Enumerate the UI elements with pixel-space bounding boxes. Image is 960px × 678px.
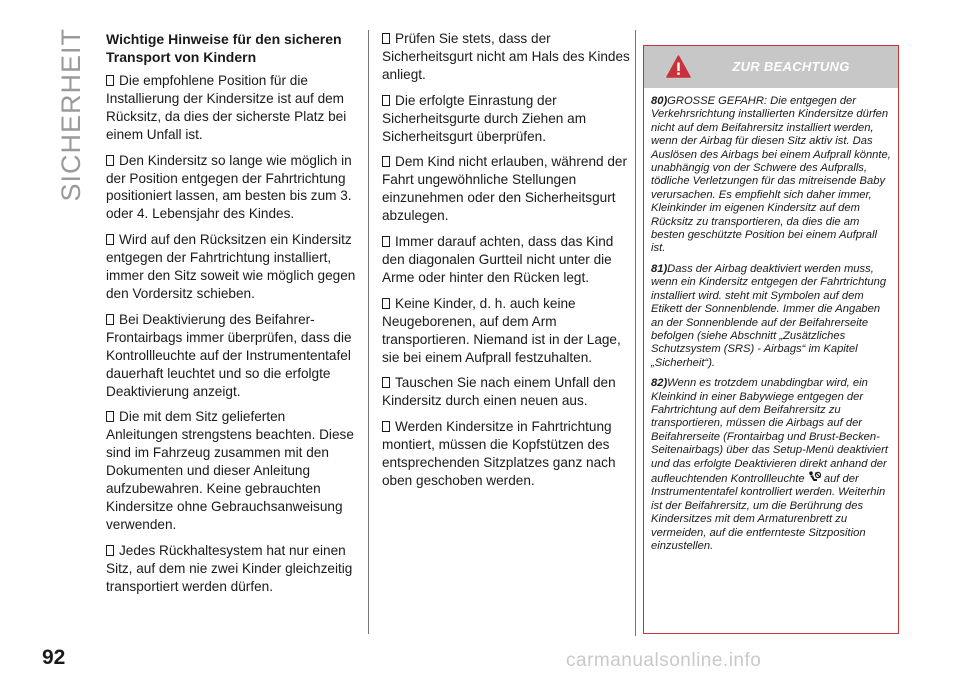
warning-note [651,263,892,370]
bullet-icon [382,298,390,309]
note-number: 81) [651,262,668,275]
bullet-item: Dem Kind nicht erlauben, während der Fahrt ungewöhnliche Stellungen einzunehmen oder den Sicherheitsgurt abzulegen. [382,154,627,224]
column-divider [635,30,636,636]
bullet-item: Die empfohlene Position für die Installierung der Kindersitze ist auf dem Rücksitz, da dies der sicherste Platz bei einem Unfall ist. [106,73,347,142]
bullet-icon [106,545,114,556]
bullet-icon [106,411,114,422]
bullet-icon [106,155,114,166]
bullet-item: Wird auf den Rücksitzen ein Kindersitz entgegen der Fahrtrichtung installiert, immer den Sitz soweit wie möglich gegen den Vordersitz schieben. [106,232,356,301]
bullet-icon [382,377,390,388]
bullet-item: Bei Deaktivierung des Beifahrer-Frontairbags immer überprüfen, dass die Kontrollleuchte auf der Instrumententafel dauerhaft leuchtet und so die erfolgte Deaktivierung anzeigt. [106,311,352,399]
watermark: carmanualsonline.info [566,650,762,671]
column-middle [382,30,630,498]
warning-note [651,377,892,553]
bullet-item: Prüfen Sie stets, dass der Sicherheitsgurt nicht am Hals des Kindes anliegt. [382,31,630,82]
bullet-icon [106,314,114,325]
bullet-item: Den Kindersitz so lange wie möglich in der Position entgegen der Fahrtrichtung positioniert lassen, am besten bis zum 3. oder 4. Lebensjahr des Kindes. [106,152,352,222]
note-number: 82) [651,377,668,390]
bullet-icon [382,33,390,44]
airbag-off-icon [808,471,821,483]
warning-header [644,46,898,88]
bullet-item: Immer darauf achten, dass das Kind den diagonalen Gurtteil nicht unter die Arme oder hinter den Rücken legt. [382,234,614,285]
bullet-icon [106,75,114,86]
note-number: 80) [651,95,668,107]
warning-title: ZUR BEACHTUNG [732,59,850,74]
page-number: 92 [42,646,66,669]
bullet-icon [382,156,390,167]
bullet-icon [382,421,390,432]
bullet-item: Tauschen Sie nach einem Unfall den Kindersitz durch einen neuen aus. [382,375,616,409]
note-text: Dass der Airbag deaktiviert werden muss, wenn ein Kindersitz entgegen der Fahrtrichtung installiert wird. steht mit Symbolen auf dem Etikett der Sonnenblende. Immer die Angaben an der Sonnenblende auf der Beifahrerseite befolgen (siehe Abschnitt „Zusätzliches Schutzsystem (SRS) - Airbags“ im Kapitel „Sicherheit“). [651,262,887,369]
column-divider [368,30,369,634]
bullet-item: Die erfolgte Einrastung der Sicherheitsgurte durch Ziehen am Sicherheitsgurt überprüfen. [382,92,587,144]
column-left [106,30,356,603]
bullet-item: Keine Kinder, d. h. auch keine Neugeborenen, auf dem Arm transportieren. Niemand ist in der Lage, sie bei einem Aufprall festzuhalten. [382,295,621,365]
bullet-icon [106,234,114,245]
bullet-item: Jedes Rückhaltesystem hat nur einen Sitz, auf dem nie zwei Kinder gleichzeitig transportiert werden dürfen. [106,542,353,594]
bullet-item: Die mit dem Sitz gelieferten Anleitungen strengstens beachten. Diese sind im Fahrzeug zusammen mit den Dokumenten und dieser Anleitung aufzubewahren. Keine gebrauchten Kindersitze ohne Gebrauchsanweisung verwenden. [106,409,354,532]
bullet-item: Werden Kindersitze in Fahrtrichtung montiert, müssen die Kopfstützen des entsprechenden Sitzplatzes ganz nach oben geschoben werden. [382,419,616,488]
warning-body [644,88,898,553]
section-heading: Wichtige Hinweise für den sicheren Transport von Kindern [106,31,342,65]
note-text: Wenn es trotzdem unabdingbar wird, ein Kleinkind in einer Babywiege entgegen der Fahrtrichtung auf dem Beifahrersitz zu transportieren, müssen die Airbags auf der Beifahrerseite (Frontairbag und Brust-Becken-Seitenairbags) über das Setup-Menü deaktiviert und das erfolgte Deaktivieren direkt anhand der aufleuchtenden Kontrollleuchte [651,377,888,485]
bullet-icon [382,95,390,106]
note-text: auf der Instrumententafel kontrolliert werden. Weiterhin ist der Beifahrersitz, um die Berührung des Kindersitzes mit dem Armaturenbrett zu vermeiden, auf die entfernteste Sitzposition einzustellen. [651,472,886,552]
bullet-icon [382,236,390,247]
note-text: GROSSE GEFAHR: Die entgegen der Verkehrsrichtung installierten Kindersitze dürfen nicht auf dem Beifahrersitz installiert werden, wenn der Airbag für diesen Sitz aktiv ist. Das Auslösen des Airbags bei einem Aufprall könnte, unabhängig von der Schwere des Aufpralls, tödliche Verletzungen für das mitreisende Baby verursachen. Es empfiehlt sich daher immer, Kleinkinder im eigenen Kindersitz auf dem Rücksitz zu transportieren, da dies die am besten geschützte Position bei einem Aufprall ist. [651,95,891,255]
section-label: SICHERHEIT [56,28,86,202]
warning-box [643,45,899,634]
warning-note [651,95,892,256]
